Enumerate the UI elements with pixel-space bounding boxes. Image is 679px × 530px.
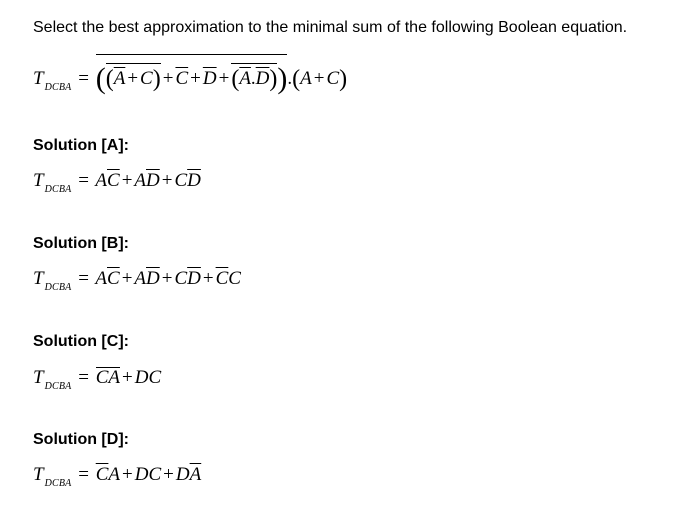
equals-sign: =: [78, 170, 89, 191]
solution-c-equation: [33, 367, 162, 392]
plus-sign: +: [202, 268, 214, 289]
var-a-bar: $\overline{A}$: [239, 68, 251, 89]
outer-close-paren: ): [277, 62, 288, 95]
var-d-bar: $\overline{D}$: [187, 170, 201, 191]
equation-lhs-subscript: DCBA: [44, 478, 72, 489]
plus-sign: +: [127, 68, 139, 89]
solution-b-heading: Solution [B]:: [33, 235, 129, 252]
plus-sign: +: [161, 170, 173, 191]
and-dot: .: [250, 68, 256, 89]
solution-c-heading: Solution [C]:: [33, 333, 129, 350]
var-c: C: [148, 464, 162, 485]
var-d-bar: $\overline{D}$: [255, 68, 270, 89]
ad-close-paren: ): [269, 66, 278, 92]
solution-d-heading: Solution [D]:: [33, 431, 129, 448]
inner-open-paren: (: [105, 66, 114, 92]
plus-sign: +: [122, 464, 133, 485]
term-a-plus-c-complement: [105, 63, 161, 92]
var-c-bar: $\overline{C}$: [95, 464, 109, 485]
var-c: C: [140, 68, 153, 89]
var-c: C: [228, 268, 241, 289]
equation-lhs: T: [33, 268, 44, 289]
outer-open-paren: (: [95, 62, 106, 95]
plus-sign: +: [121, 170, 133, 191]
var-c-bar: $\overline{C}$: [107, 170, 120, 191]
var-d-bar: $\overline{D}$: [146, 170, 160, 191]
var-a: A: [300, 68, 312, 89]
ac-close-paren: ): [339, 66, 348, 92]
var-c: C: [326, 68, 340, 89]
ac-open-paren: (: [292, 66, 301, 92]
equals-sign: =: [78, 464, 89, 485]
var-a: A: [108, 464, 121, 485]
ad-open-paren: (: [231, 66, 240, 92]
var-a-bar: $\overline{A}$: [189, 464, 202, 485]
equation-lhs-subscript: DCBA: [44, 184, 72, 195]
var-a-bar: $\overline{A}$: [113, 68, 126, 89]
plus-sign: +: [121, 268, 133, 289]
solution-b-equation: [33, 268, 241, 293]
equation-lhs-subscript: DCBA: [44, 282, 72, 293]
var-c-bar: $\overline{C}$: [107, 268, 120, 289]
term-ca-complement: [96, 367, 120, 387]
plus-sign: +: [313, 68, 325, 89]
inner-close-paren: ): [152, 66, 161, 92]
equation-lhs-subscript: DCBA: [44, 82, 72, 93]
solution-a-equation: [33, 170, 201, 195]
var-a: A: [95, 268, 107, 289]
main-equation: [33, 54, 348, 95]
var-d: D: [134, 464, 149, 485]
var-a: A: [134, 170, 147, 191]
equals-sign: =: [78, 268, 89, 289]
var-d-bar: $\overline{D}$: [187, 268, 201, 289]
plus-sign: +: [190, 68, 201, 89]
var-c: C: [174, 268, 188, 289]
multiply-dot: .: [287, 68, 293, 89]
equation-lhs: T: [33, 367, 44, 388]
solution-d-equation: [33, 464, 202, 489]
plus-sign: +: [218, 68, 230, 89]
plus-sign: +: [162, 68, 174, 89]
var-c: C: [148, 367, 162, 388]
var-d-bar: $\overline{D}$: [146, 268, 160, 289]
var-d-bar: $\overline{D}$: [202, 68, 217, 89]
plus-sign: +: [122, 367, 133, 388]
equation-lhs-subscript: DCBA: [44, 381, 72, 392]
var-c: C: [95, 367, 109, 388]
equals-sign: =: [78, 68, 89, 89]
var-c-bar: $\overline{C}$: [215, 268, 229, 289]
question-prompt: Select the best approximation to the minimal sum of the following Boolean equation.: [33, 19, 628, 36]
plus-sign: +: [161, 268, 173, 289]
var-d: D: [134, 367, 149, 388]
var-a: A: [95, 170, 107, 191]
equation-lhs: T: [33, 464, 44, 485]
equation-lhs: T: [33, 170, 44, 191]
equation-lhs: T: [33, 68, 44, 89]
solution-a-heading: Solution [A]:: [33, 137, 129, 154]
outer-complement-bar: [95, 54, 288, 95]
plus-sign: +: [163, 464, 174, 485]
var-d: D: [175, 464, 190, 485]
var-c-bar: $\overline{C}$: [175, 68, 189, 89]
var-c: C: [174, 170, 188, 191]
term-ad-complement: [231, 63, 278, 92]
var-a: A: [134, 268, 147, 289]
var-a: A: [108, 367, 121, 388]
equals-sign: =: [78, 367, 89, 388]
